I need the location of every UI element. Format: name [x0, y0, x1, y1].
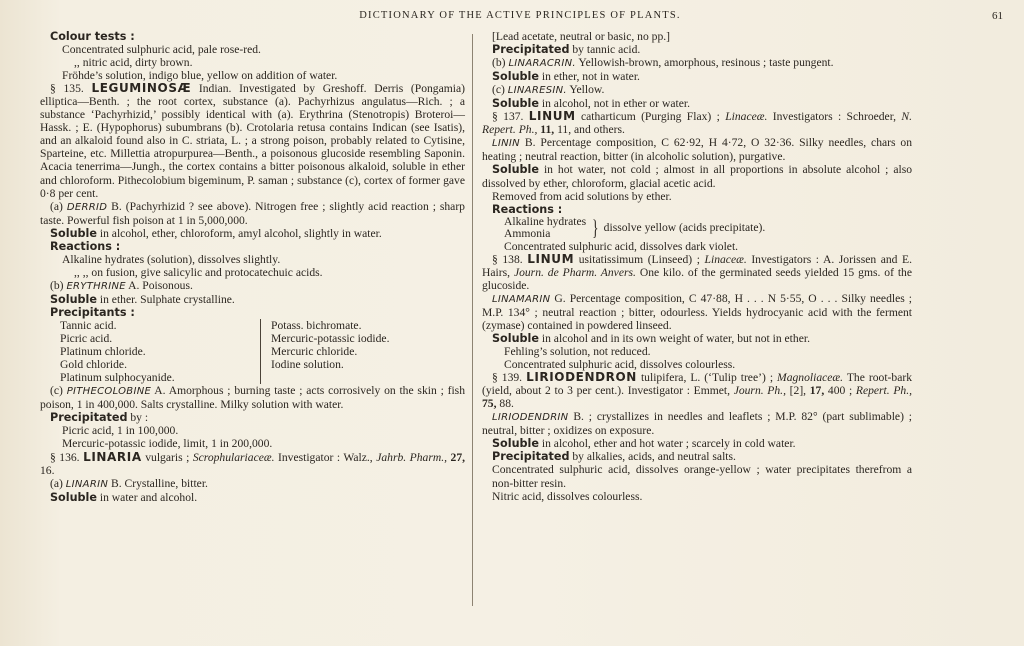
section-136: § 136. LINARIA vulgaris ; Scrophulariaceæ. Investigator : Walz., Jahrb. Pharm., 27, 16.: [40, 449, 466, 477]
section-title: LINARIA: [83, 449, 142, 464]
section-title: LEGUMINOSÆ: [91, 81, 192, 96]
entry-derrid: (a) DERRID B. (Pachyrhizid ? see above). Nitrogen free ; slightly acid reaction ; sharp taste. Powerful fish poison at 1 in 5,000,000.: [40, 199, 465, 227]
linin-soluble: Soluble in hot water, not cold ; almost in all proportions in absolute alcohol ; also dissolved by ether, chloroform, glacial acetic acid.: [482, 163, 912, 190]
running-head: DICTIONARY OF THE ACTIVE PRINCIPLES OF PLANTS.: [359, 10, 681, 21]
colour-tests-heading: Colour tests :: [50, 30, 135, 43]
precipitants-col-2: [260, 319, 461, 384]
section-137: § 137. LINUM catharticum (Purging Flax) ; Linaceæ. Investigators : Schroeder, N. Repert. Ph., 11, 11, and others.: [482, 109, 912, 137]
linarin-soluble: Soluble in water and alcohol.: [50, 490, 198, 504]
precipitants-heading: Precipitants :: [50, 305, 135, 319]
reagent: Alkaline hydrates: [504, 214, 587, 228]
precipitants-table: [40, 319, 465, 384]
precipitant: Platinum chloride.: [60, 345, 146, 359]
tannic-precipitated: Precipitated by tannic acid.: [492, 43, 641, 57]
precipitated-line: Picric acid, 1 in 100,000.: [62, 424, 179, 438]
reaction-line: Concentrated sulphuric acid, dissolves colourless.: [504, 358, 736, 372]
entry-linaresin: (c) LINARESIN. Yellow.: [492, 83, 605, 97]
precipitant: Mercuric chloride.: [271, 345, 358, 359]
reaction-line: Alkaline hydrates (solution), dissolves slightly.: [62, 252, 281, 266]
reaction-line: Concentrated sulphuric acid, dissolves orange-yellow ; water precipitates therefrom a non-bitter resin.: [492, 463, 912, 490]
entry-liriodendrin: LIRIODENDRIN B. ; crystallizes in needles and leaflets ; M.P. 82° (part sublimable) ; neutral, bitter ; oxidizes on exposure.: [482, 410, 912, 438]
section-135: § 135. LEGUMINOSÆ Indian. Investigated by Greshoff. Derris (Pongamia) elliptica—Benth. ; the root cortex, substance (a). Pachyrhizus angulatus—Rich. ; a substance ‘Pachyrhizid,’ possibly identical with (a). Erythrina (Stenotropis) Broteroi—Hassk. ; E. (Hypophorus) subumbrans (b). Crotolaria retusa contains Indican (see Isatis), and an alkaloid found also in C. striata, L. ; a strong poison, probably related to Cytisine, Sparteine, etc. Millettia atropurpurea—Benth., a poisonous glucoside resembling Saponin. Acacia tenerrima—Jungh., the cortex contains a bitter poisonous alkaloid, soluble in ether and chloroform. Pithecolobium bigeminum, P. saman ; substance (c), cortex of former gave 0·8 per cent.: [40, 81, 466, 200]
reaction-line: Nitric acid, dissolves colourless.: [492, 489, 643, 503]
precipitant: Potass. bichromate.: [271, 319, 362, 333]
reaction-brace-group: [482, 216, 912, 240]
section-139: § 139. LIRIODENDRON tulipifera, L. (‘Tulip tree’) ; Magnoliaceæ. The root-bark (yield, about 2 to 3 per cent.). Investigator : Emmet, Journ. Ph., [2], 17, 400 ; Repert. Ph., 75, 88.: [482, 370, 913, 411]
lead-acetate-line: [Lead acetate, neutral or basic, no pp.]: [492, 30, 671, 43]
section-138: § 138. LINUM usitatissimum (Linseed) ; Linaceæ. Investigators : A. Jorissen and E. Hairs, Journ. de Pharm. Anvers. One kilo. of the germinated seeds yielded 15 gms. of the glucoside.: [482, 251, 913, 292]
precipitants-col-1: [60, 319, 260, 384]
colour-test-line: Concentrated sulphuric acid, pale rose-red.: [62, 43, 261, 57]
entry-erythrine: (b) ERYTHRINE A. Poisonous.: [50, 278, 193, 292]
entry-linamarin: LINAMARIN G. Percentage composition, C 47·88, H . . . N 5·55, O . . . Silky needles ; M.P. 134° ; neutral reaction ; bitter, odourless. Yields hydrocyanic acid with the ferment (zymase) contained in powdered linseed.: [482, 291, 912, 332]
section-title: LINUM: [528, 109, 576, 124]
precipitated-line: Mercuric-potassic iodide, limit, 1 in 200,000.: [62, 437, 273, 451]
entry-linin: LININ B. Percentage composition, C 62·92, H 4·72, O 32·36. Silky needles, chars on heating ; neutral reaction, bitter (in alcoholic solution), purgative.: [482, 136, 912, 164]
brace-result: dissolve yellow (acids precipitate).: [603, 221, 766, 235]
precipitant: Mercuric-potassic iodide.: [271, 332, 390, 346]
right-column: [482, 30, 912, 503]
linaracrin-soluble: Soluble in ether, not in water.: [492, 70, 640, 84]
reagent: Ammonia: [504, 226, 551, 240]
section-title: LINUM: [527, 251, 575, 266]
derrid-soluble: Soluble in alcohol, ether, chloroform, amyl alcohol, slightly in water.: [50, 226, 382, 240]
linaresin-soluble: Soluble in alcohol, not in ether or water.: [492, 97, 690, 111]
precipitant: Gold chloride.: [60, 358, 127, 372]
reaction-line: Fehling’s solution, not reduced.: [504, 345, 651, 359]
page-number: 61: [992, 10, 1003, 22]
precipitant: Platinum sulphocyanide.: [60, 371, 175, 385]
liriodendrin-precipitated: Precipitated by alkalies, acids, and neutral salts.: [492, 450, 736, 464]
section-title: LIRIODENDRON: [526, 370, 637, 385]
precipitant: Picric acid.: [60, 332, 113, 346]
precipitant: Tannic acid.: [60, 319, 117, 333]
brace-reagents: [504, 216, 586, 240]
entry-pithecolobine: (c) PITHECOLOBINE A. Amorphous ; burning taste ; acts corrosively on the skin ; fish poison, 1 in 400,000. Salts crystalline. Milky solution with water.: [40, 384, 465, 412]
liriodendrin-soluble: Soluble in alcohol, ether and hot water ; scarcely in cold water.: [492, 437, 796, 451]
reactions-heading: Reactions :: [50, 239, 121, 253]
entry-linarin: (a) LINARIN B. Crystalline, bitter.: [50, 476, 208, 490]
precipitant: Iodine solution.: [271, 358, 344, 372]
column-divider: [472, 34, 473, 606]
reactions-heading: Reactions :: [492, 202, 563, 216]
colour-test-line: ,, nitric acid, dirty brown.: [74, 56, 193, 70]
erythrine-soluble: Soluble in ether. Sulphate crystalline.: [50, 292, 235, 306]
reaction-line: ,, ,, on fusion, give salicylic and protocatechuic acids.: [74, 265, 323, 279]
left-column: [40, 30, 465, 504]
colour-test-line: Fröhde’s solution, indigo blue, yellow on addition of water.: [62, 69, 338, 83]
reaction-line: Concentrated sulphuric acid, dissolves dark violet.: [504, 239, 739, 253]
entry-linaracrin: (b) LINARACRIN. Yellowish-brown, amorphous, resinous ; taste pungent.: [492, 56, 834, 70]
linin-removed: Removed from acid solutions by ether.: [492, 189, 672, 203]
brace-icon: }: [592, 214, 599, 240]
precipitated-by: Precipitated by :: [50, 411, 149, 425]
linamarin-soluble: Soluble in alcohol and in its own weight of water, but not in ether.: [492, 331, 810, 345]
